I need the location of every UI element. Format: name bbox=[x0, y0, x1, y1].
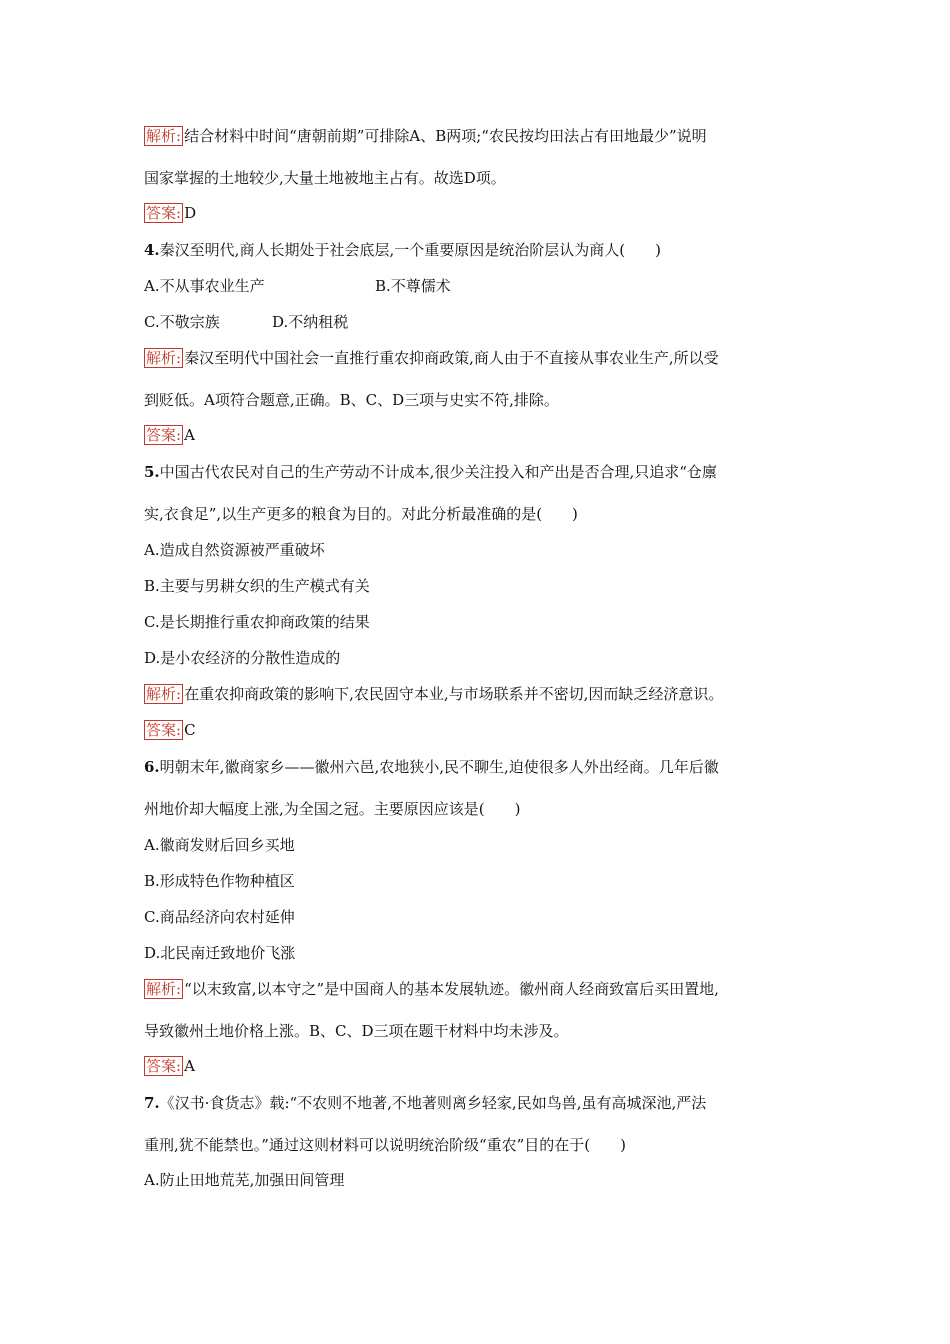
q6-analysis-line-1: 解析: “以末致富,以本守之”是中国商人的基本发展轨迹。徽州商人经商致富后买田置地, bbox=[146, 980, 719, 998]
q6-option-a: A.徽商发财后回乡买地 bbox=[144, 836, 295, 854]
q6-stem-line-2: 州地价却大幅度上涨,为全国之冠。主要原因应该是( ) bbox=[144, 800, 521, 818]
q7-stem-line-2: 重刑,犹不能禁也。”通过这则材料可以说明统治阶级“重农”目的在于( ) bbox=[144, 1136, 626, 1154]
analysis-tag: 解析: bbox=[146, 127, 182, 145]
q6-analysis-line-2: 导致徽州土地价格上涨。B、C、D三项在题干材料中均未涉及。 bbox=[144, 1022, 569, 1040]
answer-tag: 答案: bbox=[146, 1057, 182, 1075]
q4-options-row-2 bbox=[144, 312, 814, 332]
analysis-tag: 解析: bbox=[146, 349, 182, 367]
q5-option-c: C.是长期推行重农抑商政策的结果 bbox=[144, 613, 370, 631]
q5-option-a: A.造成自然资源被严重破坏 bbox=[144, 541, 325, 559]
answer-tag: 答案: bbox=[146, 204, 182, 222]
q5-stem-line-1: 5.中国古代农民对自己的生产劳动不计成本,很少关注投入和产出是否合理,只追求“仓廪 bbox=[144, 463, 717, 481]
q4-stem: 4.秦汉至明代,商人长期处于社会底层,一个重要原因是统治阶层认为商人( ) bbox=[144, 241, 661, 259]
q5-option-b: B.主要与男耕女织的生产模式有关 bbox=[144, 577, 370, 595]
q3-answer: 答案: D bbox=[146, 204, 197, 222]
question-number: 5. bbox=[144, 463, 160, 481]
q6-stem-line-1: 6.明朝末年,徽商家乡——徽州六邑,农地狭小,民不聊生,迫使很多人外出经商。几年后徽 bbox=[144, 758, 719, 776]
q6-answer: 答案: A bbox=[146, 1057, 195, 1075]
option-d: D.不纳租税 bbox=[272, 313, 349, 331]
q6-option-d: D.北民南迁致地价飞涨 bbox=[144, 944, 296, 962]
question-number: 7. bbox=[144, 1094, 160, 1112]
q3-analysis-line-2: 国家掌握的土地较少,大量土地被地主占有。故选D项。 bbox=[144, 169, 506, 187]
q5-stem-line-2: 实,衣食足”,以生产更多的粮食为目的。对此分析最准确的是( ) bbox=[144, 505, 578, 523]
q4-options-row-1 bbox=[144, 276, 814, 296]
answer-tag: 答案: bbox=[146, 426, 182, 444]
q6-option-b: B.形成特色作物种植区 bbox=[144, 872, 295, 890]
q3-analysis-line-1: 解析: 结合材料中时间“唐朝前期”可排除A、B两项;“农民按均田法占有田地最少”说明 bbox=[146, 127, 707, 145]
q5-answer: 答案: C bbox=[146, 721, 196, 739]
analysis-tag: 解析: bbox=[146, 685, 182, 703]
q5-option-d: D.是小农经济的分散性造成的 bbox=[144, 649, 341, 667]
q7-option-a: A.防止田地荒芜,加强田间管理 bbox=[144, 1171, 345, 1189]
q6-option-c: C.商品经济向农村延伸 bbox=[144, 908, 295, 926]
option-c: C.不敬宗族 bbox=[144, 313, 220, 331]
analysis-tag: 解析: bbox=[146, 980, 182, 998]
q4-answer: 答案: A bbox=[146, 426, 195, 444]
q4-analysis-line-1: 解析: 秦汉至明代中国社会一直推行重农抑商政策,商人由于不直接从事农业生产,所以受 bbox=[146, 349, 719, 367]
question-number: 6. bbox=[144, 758, 160, 776]
option-b: B.不尊儒术 bbox=[375, 277, 451, 295]
q4-analysis-line-2: 到贬低。A项符合题意,正确。B、C、D三项与史实不符,排除。 bbox=[144, 391, 559, 409]
answer-tag: 答案: bbox=[146, 721, 182, 739]
q5-analysis: 解析: 在重农抑商政策的影响下,农民固守本业,与市场联系并不密切,因而缺乏经济意识。 bbox=[146, 685, 724, 703]
option-a: A.不从事农业生产 bbox=[144, 277, 265, 295]
q7-stem-line-1: 7.《汉书·食货志》载:“不农则不地著,不地著则离乡轻家,民如鸟兽,虽有高城深池,严法 bbox=[144, 1094, 707, 1112]
question-number: 4. bbox=[144, 241, 160, 259]
